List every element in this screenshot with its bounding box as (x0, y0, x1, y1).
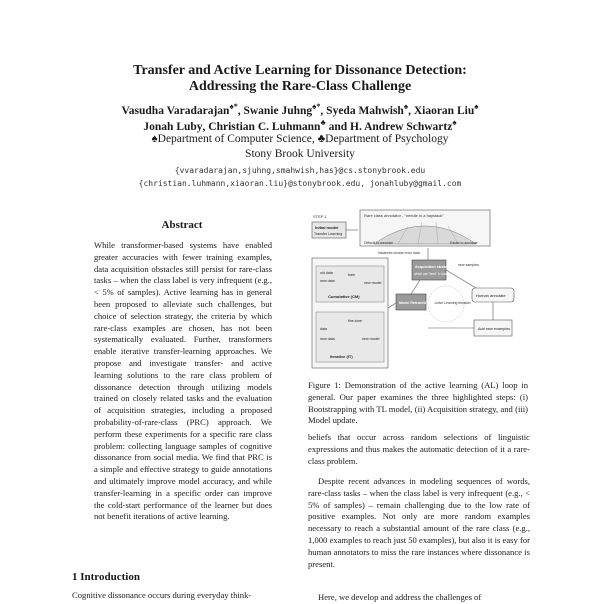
fig-it-new-model: new model (362, 337, 380, 341)
fig-iterative-label: Iterative (IT) (330, 354, 353, 359)
right-body-paragraph3: Here, we develop and address the challenges of (318, 592, 482, 602)
fig-human-annotate-label: Human annotate (476, 293, 506, 298)
fig-new-samples-label: new samples (458, 263, 479, 267)
fig-cumulative-label: Cumulative (CM) (328, 294, 360, 299)
paper-title-line1: Transfer and Active Learning for Dissonance Detection: (133, 63, 467, 78)
fig-it-data: data (320, 327, 327, 331)
author-mark: ♠ (452, 118, 457, 127)
right-body-paragraph1: beliefs that occur across random selections of linguistic expressions and thus makes the automatic detection of it a rare-class problem. (308, 432, 530, 466)
fig-arrow (446, 270, 476, 288)
intro-first-line: Cognitive dissonance occurs during everyday think- (72, 590, 252, 600)
fig-it-new-data: new data (320, 337, 335, 341)
abstract-text: While transformer-based systems have enabled greater accuracies with fewer training examples, data acquisition obstacles still persist for rare-class tasks – when the class label is very infrequent (e.g., < 5% of samples). Active learning has in general been proposed to alleviate such challenges, but choice of selection strategy, the criteria by which rare-class examples are chosen, has not been systematically evaluated. Further, transformers enable iterative transfer-learning approaches. We propose and investigate transfer- and active learning solutions to the rare class problem of dissonance detection through utilizing models trained on closely related tasks and the evaluation of acquisition strategies, including a proposed probability-of-rare-class (PRC) approach. We perform these experiments for a specific rare class problem: collecting language samples of cognitive dissonance from social media. We find that PRC is a simple and effective strategy to guide annotations and ultimately improve model accuracy, and while transfer-learning in a specific order can improve the cold-start performance of the learner but does not benefit iterations of active learning. (94, 240, 272, 522)
authors-line1: Vasudha Varadarajan♠*, Swanie Juhng♠*, Syeda Mahwish♠, Xiaoran Liu♠ (121, 102, 479, 117)
right-body-paragraph2: Despite recent advances in modeling sequences of words, rare-class tasks – when the class label is very infrequent (e.g., < 5% of samples) – remain challenging due to the low rate of positive examples. Not only are more random examples necessary to reach a substantial amount of the rare class (e.g., 1,000 examples to reach just 50 examples), but also it is easy for human annotators to miss the rare instances where dissonance is present. (308, 476, 530, 569)
fig-acquisition-sub: which are "best" to label? (414, 272, 450, 276)
author: H. Andrew Schwartz (350, 120, 453, 133)
fig-add-examples-label: Add new examples (478, 327, 511, 331)
author: Xiaoran Liu (413, 104, 475, 117)
emails-line1: {vvaradarajan,sjuhng,smahwish,has}@cs.stonybrook.edu (174, 166, 426, 175)
author-mark: ♠ (474, 102, 479, 111)
fig-transfer-learning-label: Transfer Learning (314, 232, 343, 236)
fig-model-update-label: Model Retrain/Update (399, 301, 436, 305)
authors-line2: Jonah Luby, Christian C. Luhmann♣ and H. Andrew Schwartz♠ (143, 118, 457, 133)
author-mark: ♠* (312, 102, 321, 111)
fig-active-learning-label: Active Learning Iteration (434, 301, 471, 305)
author-mark: ♣ (320, 118, 326, 127)
fig-cm-new-data: new data (320, 279, 335, 283)
fig-difficult-label: Difficult to annotate (364, 241, 393, 245)
fig-it-fine-tune: fine-tune (348, 319, 362, 323)
author-mark: ♠ (403, 102, 409, 111)
author: Vasudha Varadarajan (121, 104, 230, 117)
affiliation-university: Stony Brook University (245, 148, 355, 160)
fig-cm-train: train (348, 273, 355, 277)
fig-acquisition-label: Acquisition strategy (415, 265, 452, 269)
affiliation-departments: ♠Department of Computer Science, ♣Department of Psychology (151, 133, 449, 145)
fig-initial-model-label: Initial model (315, 225, 339, 230)
section-heading-introduction: 1 Introduction (72, 571, 140, 583)
fig-acquisition-box (412, 260, 446, 280)
abstract-heading: Abstract (161, 219, 203, 231)
author: Jonah Luby (143, 120, 203, 133)
fig-arrow (411, 280, 420, 294)
paper-title-line2: Addressing the Rare-Class Challenge (188, 79, 412, 94)
author: Christian C. Luhmann (208, 120, 321, 133)
author: Syeda Mahwish (326, 104, 404, 117)
fig-cm-new-model: new model (364, 281, 382, 285)
fig-instances-label: Instances chosen from data (378, 251, 420, 255)
emails-line2: {christian.luhmann,xiaoran.liu}@stonybrook.edu, jonahluby@gmail.com (138, 179, 462, 188)
author: Swanie Juhng (243, 104, 313, 117)
fig-cm-old-data: old data (320, 271, 333, 275)
fig-step1-label: STEP 1 (313, 214, 327, 219)
figure-caption: Figure 1: Demonstration of the active learning (AL) loop in general. Our paper examines the three highlighted steps: (i) Bootstrapping with TL model, (ii) Acquisition strategy, and (iii) Model update. (308, 380, 528, 426)
author-mark: ♠* (229, 102, 238, 111)
fig-easier-label: Easier to annotate (450, 241, 478, 245)
fig-arrow (388, 303, 396, 308)
fig-rare-class-label: Rare class annotator - "needle in a haystack" (364, 213, 444, 218)
